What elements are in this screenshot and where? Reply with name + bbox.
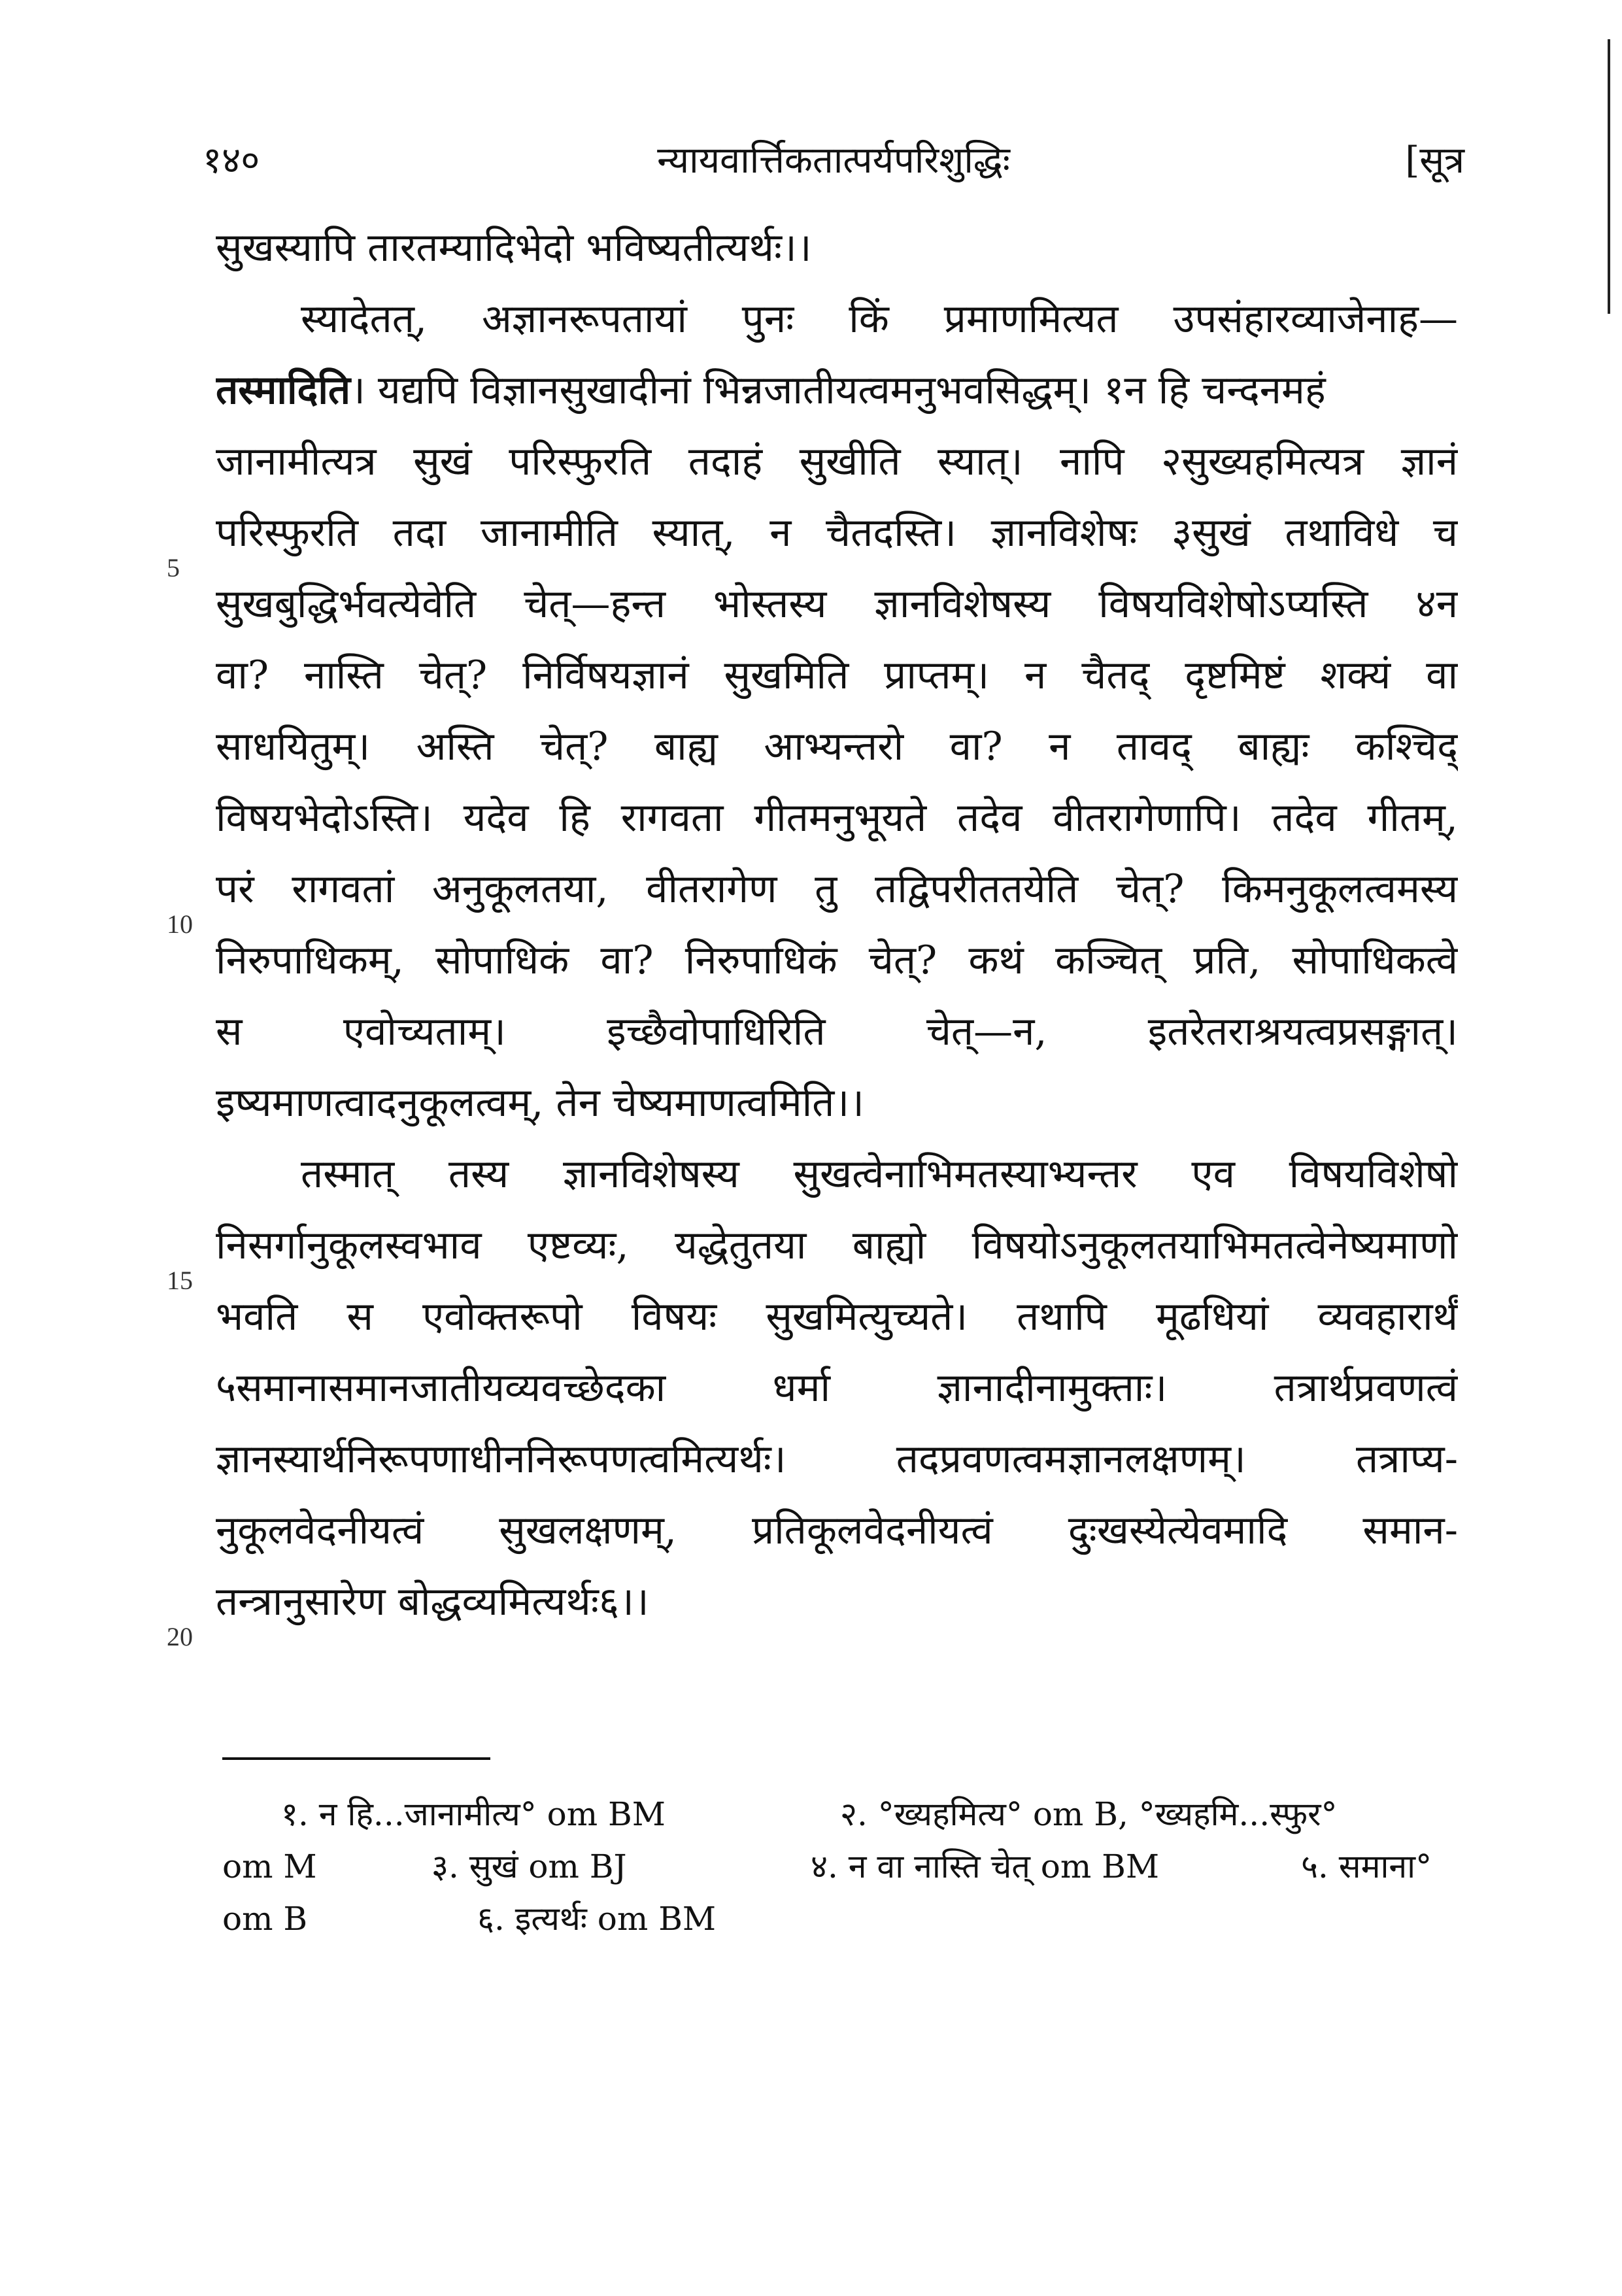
text-line: स्यादेतत्, अज्ञानरूपतायां पुनः किं प्रमाणमित्यत उपसंहारव्याजेनाह— — [301, 296, 1458, 342]
footnotes — [222, 1788, 1458, 1945]
text-line: स एवोच्यताम्। इच्छैवोपाधिरिति चेत्—न, इतरेतराश्रयत्वप्रसङ्गात्। — [216, 1009, 1458, 1055]
text-line: ज्ञानस्यार्थनिरूपणाधीननिरूपणत्वमित्यर्थः। तदप्रवणत्वमज्ञानलक्षणम्। तत्राप्य- — [216, 1436, 1458, 1482]
text-line: निसर्गानुकूलस्वभाव एष्टव्यः, यद्धेतुतया बाह्यो विषयोऽनुकूलतयाभिमतत्वेनेष्यमाणो — [216, 1223, 1458, 1268]
footnote-2: २. °ख्यहमित्य° om B, °ख्यहमि...स्फुर° — [840, 1795, 1338, 1833]
footnote-5: ५. समाना° — [1301, 1848, 1432, 1885]
footnote-5-continuation: om B — [222, 1900, 308, 1938]
page-header — [203, 134, 1464, 193]
running-title: न्यायवार्त्तिकतात्पर्यपरिशुद्धिः — [657, 139, 1010, 182]
footnote-line — [222, 1788, 1458, 1840]
bold-lemma: तस्मादिति — [216, 367, 351, 413]
text-line: तन्त्रानुसारेण बोद्धव्यमित्यर्थः६।। — [216, 1579, 649, 1625]
text-line: सुखबुद्धिर्भवत्येवेति चेत्—हन्त भोस्तस्य ज्ञानविशेषस्य विषयविशेषोऽप्यस्ति ४न — [216, 581, 1458, 627]
footnote-3: ३. सुखं om BJ — [431, 1848, 627, 1885]
line-number-10: 10 — [167, 909, 193, 939]
footnote-1: १. न हि...जानामीत्य° om BM — [281, 1795, 666, 1833]
text-line: जानामीत्यत्र सुखं परिस्फुरति तदाहं सुखीति स्यात्। नापि २सुख्यहमित्यत्र ज्ञानं — [216, 439, 1458, 484]
text-line: सुखस्यापि तारतम्यादिभेदो भविष्यतीत्यर्थः।। — [216, 225, 812, 271]
line-number-20: 20 — [167, 1622, 193, 1651]
line-number-5: 5 — [167, 553, 180, 582]
footnote-2-continuation: om M — [222, 1848, 317, 1885]
text-line: साधयितुम्। अस्ति चेत्? बाह्य आभ्यन्तरो वा? न तावद् बाह्यः कश्चिद् — [216, 724, 1458, 769]
footnote-line — [222, 1840, 1458, 1893]
page-number: १४० — [203, 139, 260, 182]
section-marker: [सूत्र — [1405, 139, 1464, 182]
text-line: निरुपाधिकम्, सोपाधिकं वा? निरुपाधिकं चेत्? कथं कञ्चित् प्रति, सोपाधिकत्वे — [216, 937, 1458, 983]
text-line: परिस्फुरति तदा जानामीति स्यात्, न चैतदस्ति। ज्ञानविशेषः ३सुखं तथाविधे च — [216, 510, 1458, 556]
text-segment: । यद्यपि विज्ञानसुखादीनां भिन्नजातीयत्वमनुभवसिद्धम्। १न हि चन्दनमहं — [350, 367, 1326, 413]
footnote-4: ४. न वा नास्ति चेत् om BM — [811, 1848, 1160, 1885]
text-line: वा? नास्ति चेत्? निर्विषयज्ञानं सुखमिति प्राप्तम्। न चैतद् दृष्टमिष्टं शक्यं वा — [216, 652, 1458, 698]
footnote-6: ६. इत्यर्थः om BM — [477, 1900, 717, 1938]
body-text — [216, 212, 1458, 1638]
footnote-line — [222, 1893, 1458, 1945]
text-line: इष्यमाणत्वादनुकूलत्वम्, तेन चेष्यमाणत्वमिति।। — [216, 1080, 864, 1126]
text-line: तस्मात् तस्य ज्ञानविशेषस्य सुखत्वेनाभिमतस्याभ्यन्तर एव विषयविशेषो — [301, 1151, 1458, 1197]
text-line — [216, 355, 1458, 426]
binding-edge-line — [1608, 39, 1610, 314]
text-line: परं रागवतां अनुकूलतया, वीतरागेण तु तद्विपरीततयेति चेत्? किमनुकूलत्वमस्य — [216, 866, 1458, 912]
text-line: विषयभेदोऽस्ति। यदेव हि रागवता गीतमनुभूयते तदेव वीतरागेणापि। तदेव गीतम्, — [216, 795, 1458, 841]
footnote-rule — [222, 1757, 490, 1760]
line-number-15: 15 — [167, 1266, 193, 1295]
text-line: भवति स एवोक्तरूपो विषयः सुखमित्युच्यते। तथापि मूढधियां व्यवहारार्थं — [216, 1294, 1458, 1340]
text-line: ५समानासमानजातीयव्यवच्छेदका धर्मा ज्ञानादीनामुक्ताः। तत्रार्थप्रवणत्वं — [216, 1365, 1458, 1411]
text-line: नुकूलवेदनीयत्वं सुखलक्षणम्, प्रतिकूलवेदनीयत्वं दुःखस्येत्येवमादि समान- — [216, 1508, 1458, 1553]
